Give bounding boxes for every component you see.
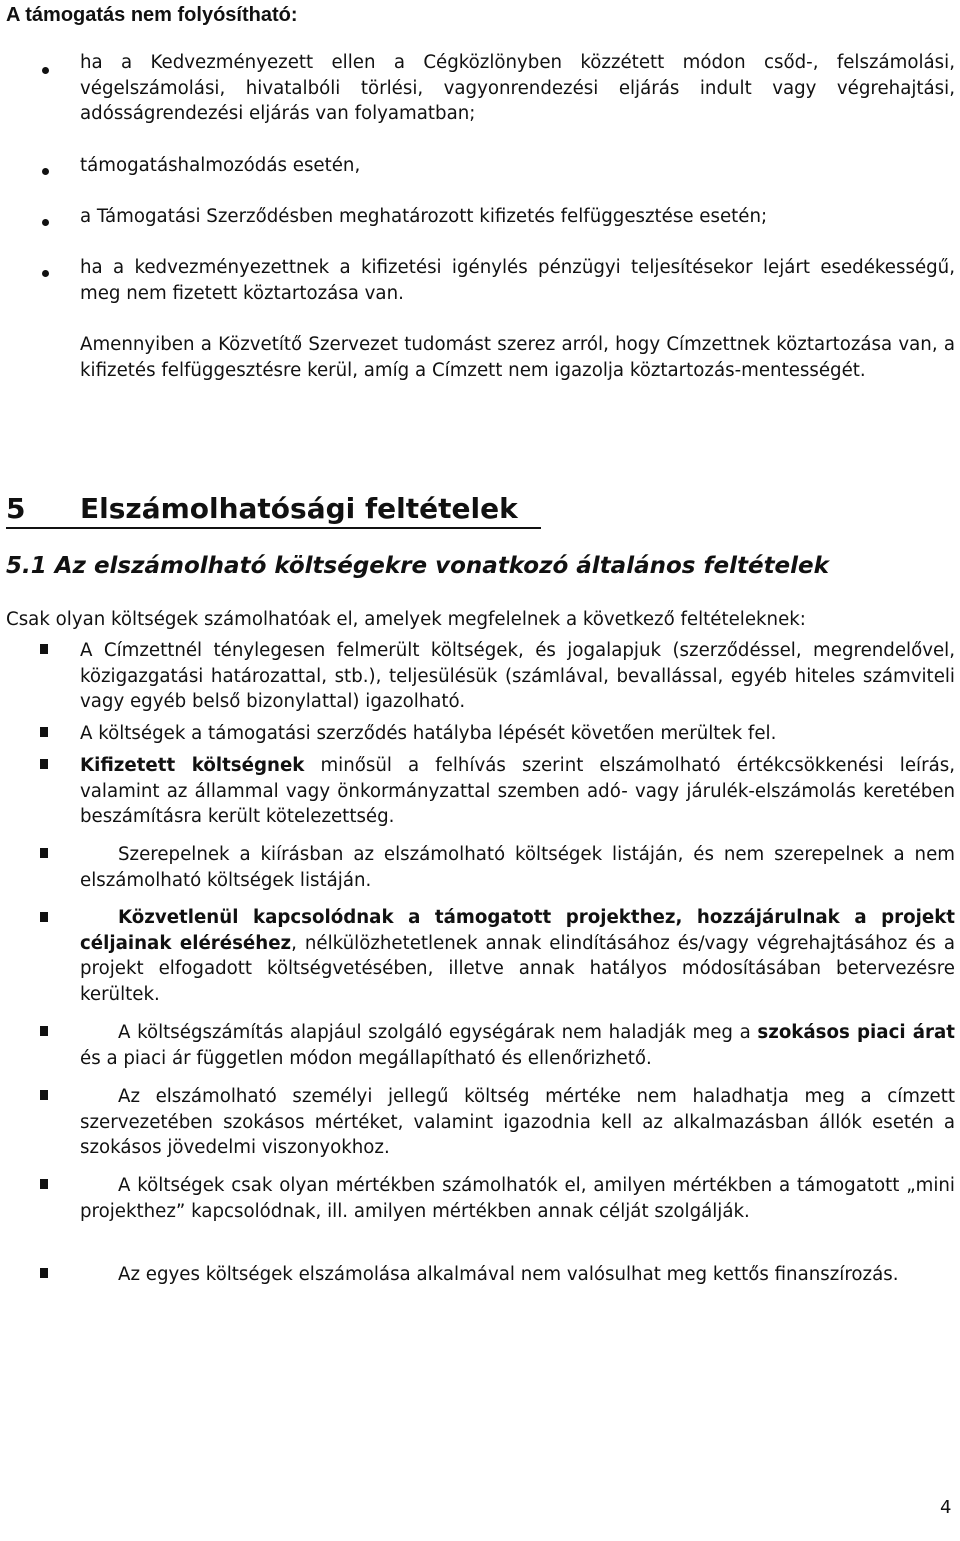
list-item (80, 1084, 955, 1161)
item-text: minősül a felhívás szerint elszámolható értékcsökkenési leírás, valamint az állammal vagy önkormányzattal szemben adó- vagy járulék-elszámolás keretében beszámításra került kötelezettség. (80, 755, 955, 827)
section-title (6, 491, 541, 529)
page-number: 4 (940, 1497, 952, 1518)
bold-term: Kifizetett költségnek (80, 755, 305, 776)
item-text: Szerepelnek a kiírásban az elszámolható költségek listáján, és nem szerepelnek a nem elszámolható költségek listáján. (80, 844, 955, 891)
item-text: Az elszámolható személyi jellegű költség mértéke nem haladhatja meg a címzett szervezetében szokásos mértéket, valamint igazodnia kell az alkalmazásban állók esetén a szokásos jövedelmi viszonyokhoz. (80, 1086, 955, 1158)
bullet-square (40, 1268, 48, 1278)
list-item: a Támogatási Szerződésben meghatározott kifizetés felfüggesztése esetén; (80, 206, 768, 227)
item-text: , nélkülözhetetlenek annak elindításához és/vagy végrehajtásához és a projekt elfogadott költségvetésében, illetve annak hatályos módosításában betervezésre kerültek. (80, 932, 956, 1005)
bullet-dot (42, 270, 49, 277)
bullet-square (40, 727, 48, 737)
bullet-square (40, 1090, 48, 1100)
item-text: Az egyes költségek elszámolása alkalmával nem valósulhat meg kettős finanszírozás. (118, 1264, 899, 1285)
section-title-text: Elszámolhatósági feltételek (80, 492, 518, 525)
section-heading: A támogatás nem folyósítható: (6, 4, 298, 26)
list-item (80, 1173, 955, 1224)
list-item (80, 1020, 955, 1071)
item-text: A költségszámítás alapjául szolgáló egységárak nem haladják meg a (118, 1022, 758, 1043)
bullet-square (40, 1026, 48, 1036)
bullet-dot (42, 168, 49, 175)
intro-text: Csak olyan költségek számolhatóak el, amelyek megfelelnek a következő feltételeknek: (6, 609, 806, 630)
bullet-square (40, 1179, 48, 1189)
list-item: ha a kedvezményezettnek a kifizetési igénylés pénzügyi teljesítésekor lejárt esedékességű, meg nem fizetett köztartozása van. (80, 257, 955, 304)
list-item: A Címzettnél ténylegesen felmerült költségek, és jogalapjuk (szerződéssel, megrendelővel, közigazgatási határozattal, stb.), teljesülésük (számlával, bevallással, egyéb hiteles számviteli vagy egyéb belső bizonylattal) igazolható. (80, 640, 955, 712)
subsection-title: 5.1 Az elszámolható költségekre vonatkozó általános feltételek (6, 553, 829, 579)
bullet-square (40, 848, 48, 858)
list-item: ha a Kedvezményezett ellen a Cégközlönyben közzétett módon csőd-, felszámolási, végelszámolási, hivatalbóli törlési, vagyonrendezési eljárás indult vagy végrehajtási, adósságrendezési eljárás van folyamatban; (80, 52, 955, 124)
item-text: és a piaci ár független módon megállapítható és ellenőrizhető. (80, 1047, 652, 1069)
bullet-square (40, 912, 48, 922)
bold-term: szokásos piaci árat (757, 1022, 955, 1043)
list-item (80, 905, 955, 1007)
list-item: támogatáshalmozódás esetén, (80, 155, 361, 176)
paragraph: Amennyiben a Közvetítő Szervezet tudomást szerez arról, hogy Címzettnek köztartozása van, a kifizetés felfüggesztésre kerül, amíg a Címzett nem igazolja köztartozás-mentességét. (80, 334, 955, 381)
list-item (80, 753, 955, 830)
list-item (80, 842, 955, 893)
item-text: A költségek csak olyan mértékben számolhatók el, amilyen mértékben a támogatott „mini projekthez” kapcsolódnak, ill. amilyen mértékben annak célját szolgálják. (80, 1175, 955, 1222)
bold-term: Közvetlenül kapcsolódnak a támogatott projekthez, hozzájárulnak a projekt céljainak eléréséhez (80, 907, 955, 954)
list-item (80, 1262, 955, 1288)
bullet-square (40, 759, 48, 769)
bullet-dot (42, 219, 49, 226)
section-number: 5 (6, 492, 26, 525)
list-item: A költségek a támogatási szerződés hatályba lépését követően merültek fel. (80, 723, 777, 744)
bullet-square (40, 644, 48, 654)
bullet-dot (42, 67, 49, 74)
